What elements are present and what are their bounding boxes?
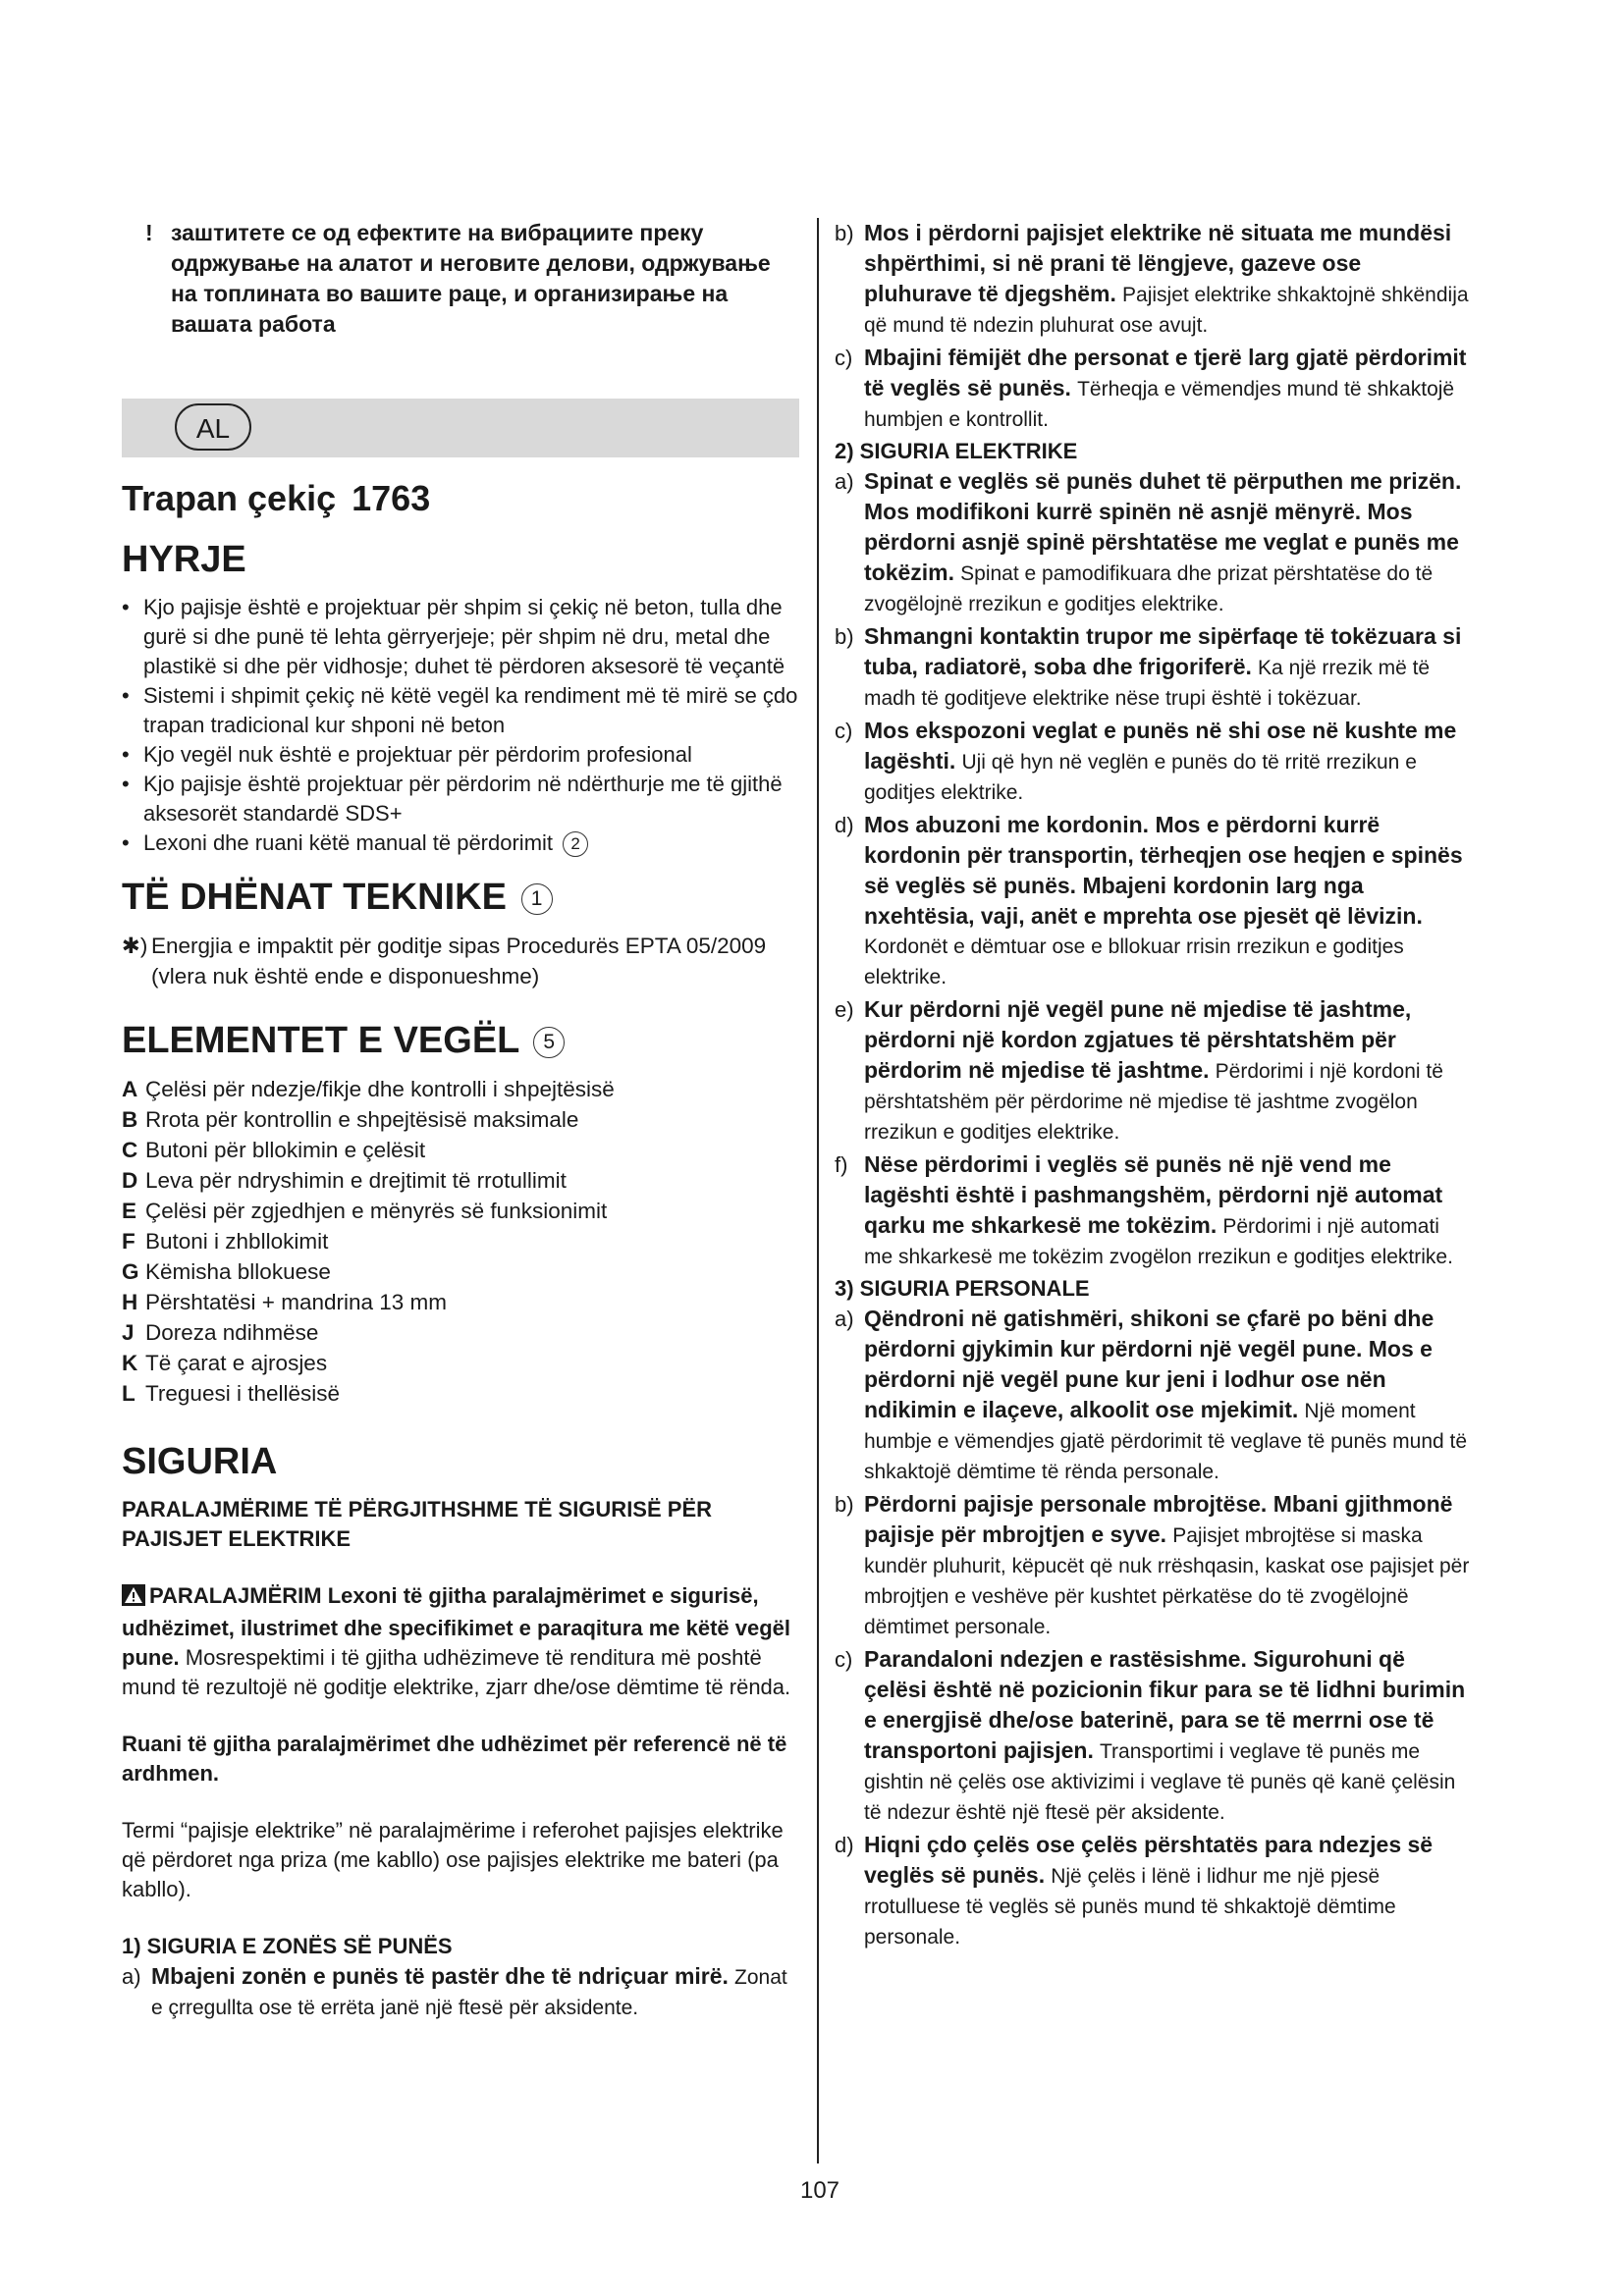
list-item	[122, 828, 799, 858]
column-divider	[817, 218, 819, 2163]
list-item: b) Përdorni pajisje personale mbrojtëse. Mbani gjithmonë pajisje për mbrojtjen e syve. Pajisjet mbrojtëse si maska kundër pluhurit, këpucët që nuk rrëshqasin, kaskat ose pajisjet për mbrojtjen e veshëve për kushtet përkatëse do të zvogëlojnë dëmtimet personale.	[835, 1491, 1470, 1638]
list-item: • Sistemi i shpimit çekiç në këtë vegël ka rendiment më të mirë se çdo trapan tradicional kur shponi në beton	[122, 681, 799, 740]
language-band	[122, 399, 799, 457]
warning-icon	[122, 1584, 145, 1614]
list-item: a) Mbajeni zonën e punës të pastër dhe të ndriçuar mirë. Zonat e çrregullta ose të errëta janë një ftesë për aksidente.	[122, 1963, 787, 2019]
product-model: 1763	[352, 478, 431, 518]
list-item: • Kjo vegël nuk është e projektuar për përdorim profesional	[122, 740, 799, 770]
list-item: F Butoni i zhbllokimit	[122, 1229, 329, 1254]
list-item: f) Nëse përdorimi i veglës së punës në një vend me lagështi është i pashmangshëm, përdorni një automat qarku me shkarkesë me tokëzim. Përdorimi i një automati me shkarkesë me tokëzim zvogëlon rrezikun e goditjes elektrike.	[835, 1151, 1453, 1268]
list-item: e) Kur përdorni një vegël pune në mjedise të jashtme, përdorni një kordon zgjatues të përshtatshëm për përdorim në mjedise të jashtme. Përdorimi i një kordoni të përshtatshëm për përdorime në mjedise të jashtme zvogëlon rrezikun e goditjes elektrike.	[835, 996, 1443, 1144]
tech-heading	[122, 876, 799, 919]
list-item: E Çelësi për zgjedhjen e mënyrës së funksionimit	[122, 1199, 608, 1223]
list-item: d) Hiqni çdo çelës ose çelës përshtatës para ndezjes së veglës së punës. Një çelës i lënë i lidhur me një pjesë rrotulluese të veglës së punës mund të shkaktojë dëmtime personale.	[835, 1832, 1434, 1949]
elements-list	[122, 1074, 799, 1409]
intro-list	[122, 593, 799, 858]
figure-ref-1: 1	[521, 883, 553, 915]
warning-body-text: Mosrespektimi i të gjitha udhëzimeve të renditura më poshtë mund të rezultojë në goditje elektrike, zjarr dhe/ose dëmtime të rënda.	[122, 1645, 791, 1699]
list-item: d) Mos abuzoni me kordonin. Mos e përdorni kurrë kordonin për transportin, tërheqjen ose heqjen e spinës së veglës së punës. Mbajeni kordonin larg nga nxehtësia, vaji, anët e mprehta ose pjesët që lëvizin. Kordonët e dëmtuar ose e bllokuar rrisin rrezikun e goditjes elektrike.	[835, 812, 1463, 988]
language-badge: AL	[175, 403, 251, 451]
list-item: a) Qëndroni në gatishmëri, shikoni se çfarë po bëni dhe përdorni gjykimin kur përdorni një vegël pune. Mos e përdorni një vegël pune kur jeni i lodhur ose nën ndikimin e ilaçeve, alkoolit ose mjekimit. Një moment humbje e vëmendjes gjatë përdorimit të veglave të punës mund të shkaktojë dëmtime të rënda personale.	[835, 1306, 1468, 1483]
intro-heading: HYRJE	[122, 539, 246, 580]
left-column	[122, 218, 799, 2025]
work-area-title: 1) SIGURIA E ZONËS SË PUNËS	[122, 1934, 453, 1958]
asterisk-icon: ✱)	[122, 934, 148, 958]
list-item: K Të çarat e ajrosjes	[122, 1351, 328, 1375]
warning-bold-text: PARALAJMËRIM Lexoni të gjitha paralajmërimet e sigurisë, udhëzimet, ilustrimet dhe specifikimet e paraqitura me këtë vegël pune.	[122, 1583, 791, 1670]
general-warning	[122, 1581, 799, 1702]
list-item: H Përshtatësi + mandrina 13 mm	[122, 1290, 448, 1314]
list-item: c) Mbajini fëmijët dhe personat e tjerë larg gjatë përdorimit të veglës së punës. Tërheqja e vëmendjes mund të shkaktojë humbjen e kontrollit.	[835, 345, 1467, 431]
figure-ref-2: 2	[563, 831, 588, 857]
list-item: • Kjo pajisje është e projektuar për shpim si çekiç në beton, tulla dhe gurë si dhe punë të lehta gërryerjeje; për shpim në dru, metal dhe plastikë si dhe për vidhosje; duhet të përdoren aksesorë të veçantë	[122, 593, 799, 681]
figure-ref-5: 5	[533, 1027, 565, 1058]
term-definition: Termi “pajisje elektrike” në paralajmërime i referohet pajisjes elektrike që përdoret nga priza (me kabllo) ose pajisjes elektrike me bateri (pa kabllo).	[122, 1818, 784, 1901]
elements-heading-text: ELEMENTET E VEGËL	[122, 1020, 519, 1061]
list-item: D Leva për ndryshimin e drejtimit të rrotullimit	[122, 1168, 567, 1193]
keep-instructions: Ruani të gjitha paralajmërimet dhe udhëzimet për referencë në të ardhmen.	[122, 1732, 787, 1786]
list-item: b) Shmangni kontaktin trupor me sipërfaqe të tokëzuara si tuba, radiatorë, soba dhe frigoriferë. Ka një rrezik më të madh të goditjeve elektrike nëse trupi është i tokëzuar.	[835, 623, 1462, 710]
list-item: L Treguesi i thellësisë	[122, 1381, 341, 1406]
manual-bullet-text: Lexoni dhe ruani këtë manual të përdorimit	[143, 830, 554, 855]
list-item: A Çelësi për ndezje/fikje dhe kontrolli i shpejtësisë	[122, 1077, 615, 1101]
page-number: 107	[799, 2177, 840, 2204]
warning-text: заштитете се од ефектите на вибрациите преку одржување на алатот и неговите делови, одржување на топлината во вашите раце, и организирање на вашата работа	[171, 220, 771, 337]
list-item: b) Mos i përdorni pajisjet elektrike në situata me mundësi shpërthimi, si në prani të lëngjeve, gazeve ose pluhurave të djegshëm. Pajisjet elektrike shkaktojnë shkëndija që mund të ndezin pluhurat ose avujt.	[835, 220, 1469, 337]
tech-heading-text: TË DHËNAT TEKNIKE	[122, 877, 507, 918]
list-item: B Rrota për kontrollin e shpejtësisë maksimale	[122, 1107, 579, 1132]
safety-heading: SIGURIA	[122, 1441, 278, 1482]
personal-safety-title: 3) SIGURIA PERSONALE	[835, 1276, 1090, 1301]
list-item: c) Parandaloni ndezjen e rastësishme. Sigurohuni që çelësi është në pozicionin fikur para se të lidhni burimin e energjisë dhe/ose baterinë, para se të merrni ose të transportoni pajisjen. Transportimi i veglave të punës me gishtin në çelës ose aktivizimi i veglave të punës që kanë çelësin të ndezur është një ftesë për aksidente.	[835, 1646, 1466, 1824]
tech-note	[122, 931, 799, 991]
list-item: J Doreza ndihmëse	[122, 1320, 319, 1345]
warning-mark: !	[145, 220, 153, 245]
macedonian-warning	[122, 218, 799, 340]
product-name: Trapan çekiç	[122, 478, 337, 518]
list-item: • Kjo pajisje është projektuar për përdorim në ndërthurje me të gjithë aksesorët standardë SDS+	[122, 770, 799, 828]
general-safety-title: PARALAJMËRIME TË PËRGJITHSHME TË SIGURISË PËR PAJISJET ELEKTRIKE	[122, 1497, 713, 1551]
list-item: G Këmisha bllokuese	[122, 1259, 331, 1284]
list-item: c) Mos ekspozoni veglat e punës në shi ose në kushte me lagështi. Uji që hyn në veglën e punës do të rritë rrezikun e goditjes elektrike.	[835, 718, 1457, 804]
electrical-safety-title: 2) SIGURIA ELEKTRIKE	[835, 439, 1078, 463]
list-item: C Butoni për bllokimin e çelësit	[122, 1138, 426, 1162]
elements-heading	[122, 1019, 799, 1062]
product-title	[122, 479, 799, 518]
tech-note-text: Energjia e impaktit për goditje sipas Procedurës EPTA 05/2009 (vlera nuk është ende e disponueshme)	[151, 934, 767, 988]
list-item: a) Spinat e veglës së punës duhet të përputhen me prizën. Mos modifikoni kurrë spinën në asnjë mënyrë. Mos përdorni asnjë spinë përshtatëse me veglat e punës me tokëzim. Spinat e pamodifikuara dhe prizat përshtatëse do të zvogëlojnë rrezikun e goditjes elektrike.	[835, 468, 1462, 615]
right-column	[835, 218, 1473, 1954]
